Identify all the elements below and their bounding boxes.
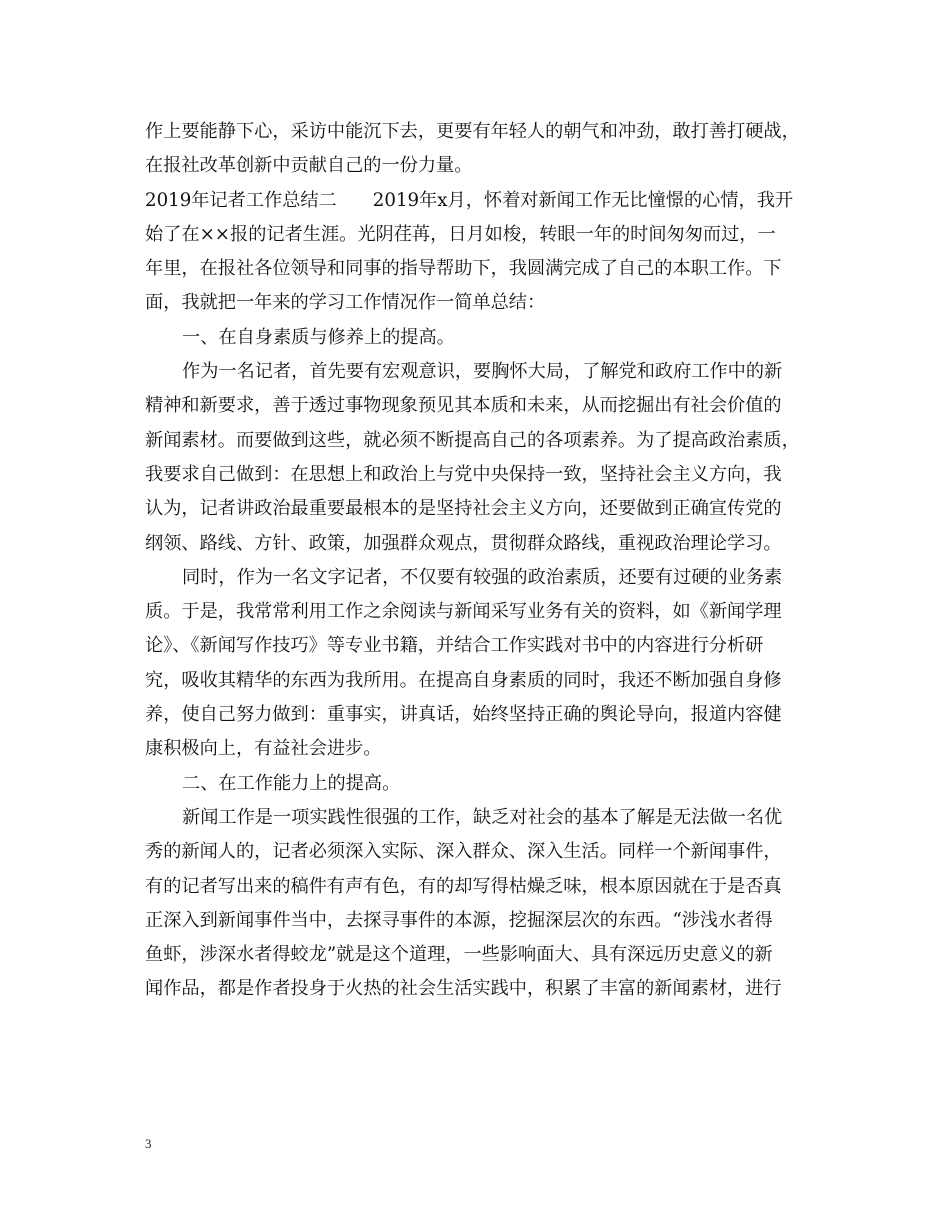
text-line: 有的记者写出来的稿件有声有色，有的却写得枯燥乏味，根本原因就在于是否真	[145, 875, 782, 897]
heading-line: 一、在自身素质与修养上的提高。	[182, 326, 455, 348]
page-number: 3	[145, 1136, 152, 1151]
text-line-continuation: 2019年x月，怀着对新闻工作无比憧憬的心情，我开	[372, 189, 794, 211]
section-title: 2019年记者工作总结二	[145, 189, 337, 211]
text-line: 养，使自己努力做到：重事实，讲真话，始终坚持正确的舆论导向，报道内容健	[145, 704, 782, 726]
heading-line: 二、在工作能力上的提高。	[182, 772, 401, 794]
text-line: 同时，作为一名文字记者，不仅要有较强的政治素质，还要有过硬的业务素	[182, 566, 783, 588]
text-line: 究，吸收其精华的东西为我所用。在提高自身素质的同时，我还不断加强自身修	[145, 669, 782, 691]
text-line: 新闻素材。而要做到这些，就必须不断提高自己的各项素养。为了提高政治素质，	[145, 429, 800, 451]
text-line: 正深入到新闻事件当中，去探寻事件的本源，挖掘深层次的东西。“涉浅水者得	[145, 909, 773, 931]
text-line: 作为一名记者，首先要有宏观意识，要胸怀大局，了解党和政府工作中的新	[182, 361, 783, 383]
text-line: 在报社改革创新中贡献自己的一份力量。	[145, 155, 473, 177]
text-line: 作上要能静下心，采访中能沉下去，更要有年轻人的朝气和冲劲，敢打善打硬战，	[145, 121, 800, 142]
text-line: 鱼虾，涉深水者得蛟龙”就是这个道理，一些影响面大、具有深远历史意义的新	[145, 944, 773, 966]
text-line: 面，我就把一年来的学习工作情况作一简单总结：	[145, 292, 546, 314]
text-line: 新闻工作是一项实践性很强的工作，缺乏对社会的基本了解是无法做一名优	[182, 806, 783, 828]
text-line: 我要求自己做到：在思想上和政治上与党中央保持一致，坚持社会主义方向，我	[145, 463, 782, 485]
text-line: 秀的新闻人的，记者必须深入实际、深入群众、深入生活。同样一个新闻事件，	[145, 841, 782, 863]
text-line: 质。于是，我常常利用工作之余阅读与新闻采写业务有关的资料，如《新闻学理	[145, 601, 782, 623]
text-line: 论》、《新闻写作技巧》等专业书籍，并结合工作实践对书中的内容进行分析研	[145, 635, 764, 657]
section-title-line	[145, 184, 810, 218]
text-line: 认为，记者讲政治最重要最根本的是坚持社会主义方向，还要做到正确宣传党的	[145, 498, 782, 520]
text-line: 康积极向上，有益社会进步。	[145, 738, 382, 760]
text-line: 纲领、路线、方针、政策，加强群众观点，贯彻群众路线，重视政治理论学习。	[145, 532, 782, 554]
text-line: 年里，在报社各位领导和同事的指导帮助下，我圆满完成了自己的本职工作。下	[145, 258, 782, 280]
text-line: 始了在××报的记者生涯。光阴荏苒，日月如梭，转眼一年的时间匆匆而过，一	[145, 223, 776, 245]
document-body	[145, 115, 810, 1007]
text-line: 闻作品，都是作者投身于火热的社会生活实践中，积累了丰富的新闻素材，进行	[145, 978, 782, 1000]
text-line: 精神和新要求，善于透过事物现象预见其本质和未来，从而挖掘出有社会价值的	[145, 395, 782, 417]
